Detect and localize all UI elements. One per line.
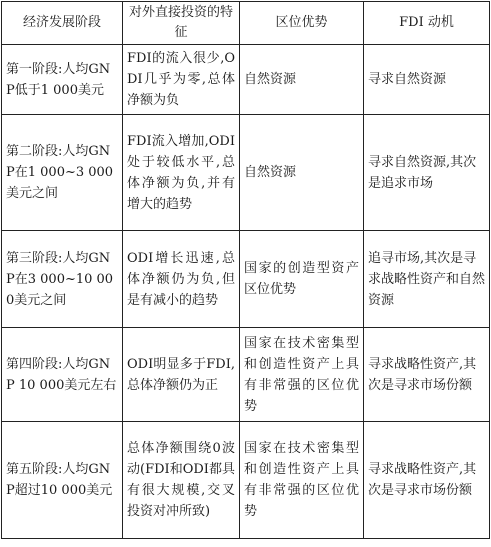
header-row — [2, 2, 490, 45]
header-motive: FDI 动机 — [364, 2, 490, 45]
advantage-cell: 国家在技术密集型和创造性资产上具有非常强的区位优势 — [240, 328, 364, 422]
header-feature: 对外直接投资的特征 — [123, 2, 240, 45]
feature-cell: FDI流入增加,ODI处于较低水平,总体净额为负,并有增大的趋势 — [123, 115, 240, 231]
feature-cell: 总体净额围绕0波动(FDI和ODI都具有很大规模,交叉投资对冲所致) — [123, 422, 240, 539]
table-row — [2, 45, 490, 115]
motive-cell: 寻求自然资源 — [364, 45, 490, 115]
stage-cell: 第五阶段:人均GNP超过10 000美元 — [2, 422, 123, 539]
header-advantage: 区位优势 — [240, 2, 364, 45]
motive-cell: 寻求战略性资产,其次是寻求市场份额 — [364, 328, 490, 422]
advantage-cell: 国家的创造型资产区位优势 — [240, 231, 364, 328]
table-row — [2, 231, 490, 328]
advantage-cell: 自然资源 — [240, 115, 364, 231]
feature-cell: ODI增长迅速,总体净额仍为负,但是有减小的趋势 — [123, 231, 240, 328]
table-row — [2, 115, 490, 231]
advantage-cell: 国家在技术密集型和创造性资产上具有非常强的区位优势 — [240, 422, 364, 539]
fdi-stages-table — [1, 1, 490, 539]
stage-cell: 第三阶段:人均GNP在3 000~10 000美元之间 — [2, 231, 123, 328]
feature-cell: FDI的流入很少,ODI几乎为零,总体净额为负 — [123, 45, 240, 115]
motive-cell: 追寻市场,其次是寻求战略性资产和自然资源 — [364, 231, 490, 328]
table-row — [2, 328, 490, 422]
table-row — [2, 422, 490, 539]
stage-cell: 第二阶段:人均GNP在1 000~3 000美元之间 — [2, 115, 123, 231]
stage-cell: 第四阶段:人均GNP 10 000美元左右 — [2, 328, 123, 422]
motive-cell: 寻求自然资源,其次是追求市场 — [364, 115, 490, 231]
motive-cell: 寻求战略性资产,其次是寻求市场份额 — [364, 422, 490, 539]
advantage-cell: 自然资源 — [240, 45, 364, 115]
feature-cell: ODI明显多于FDI,总体净额仍为正 — [123, 328, 240, 422]
header-stage: 经济发展阶段 — [2, 2, 123, 45]
stage-cell: 第一阶段:人均GNP低于1 000美元 — [2, 45, 123, 115]
